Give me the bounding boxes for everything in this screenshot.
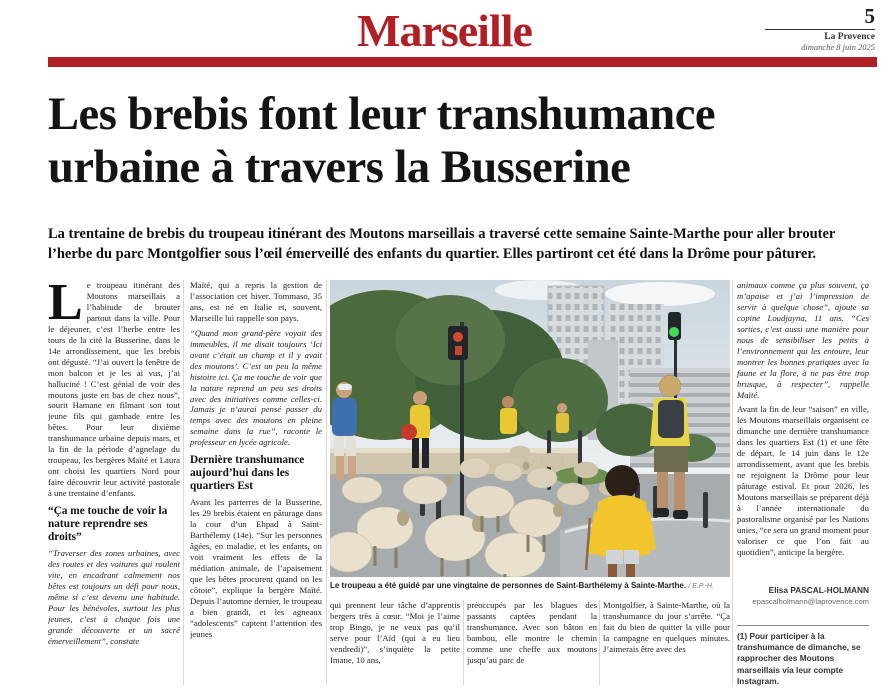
column-rule xyxy=(183,280,184,685)
footnote: (1) Pour participer à la transhumance de dimanche, se rapprocher des Moutons marseillais via leur compte Instagram. xyxy=(737,631,861,686)
column-rule xyxy=(599,600,600,685)
body-column-6 xyxy=(737,280,869,583)
section-title: Marseille xyxy=(357,5,532,56)
paragraph: “Traverser des zones urbaines, avec des routes et des voitures qui roulent vite, en encadrant calmement nos bêtes est toujours un défi pour nous, même si c’est devenu une habitude. Pour les bénévoles, surtout les plus jeunes, c’est à chaque fois une grande découverte et un sacré émerveillement”, constate xyxy=(48,548,180,646)
body-column-1 xyxy=(48,280,180,687)
paragraph: e troupeau itinérant des Moutons marseillais a l’habitude de brouter partout dans la ville. Pour le déjeuner, c’est l’herbe entre les tours de la cité la Busserine, dans le 14e arrondissement, que les brebis ont dégusté. “J’ai ouvert la fenêtre de mon balcon et je les ai vus, j’ai halluciné ! C’est génial de voir des moutons juste en bas de chez nous”, sourit Hamane en filmant son tout jeune fils qui gambade entre les bêtes. Pour leur dixième transhumance urbaine depuis mars, et la fin de la période d’agnelage du troupeau, les bergères Maïté et Laura ont choisi les quartiers Nord pour faire découvrir leur activité pastorale à une trentaine d’enfants. xyxy=(48,280,180,499)
body-column-2 xyxy=(190,280,322,687)
publication-name: La Provence xyxy=(824,32,875,42)
body-column-4 xyxy=(467,600,597,688)
crosshead: Dernière transhumance aujourd’hui dans les quartiers Est xyxy=(190,454,305,493)
body-column-5 xyxy=(603,600,730,688)
footnote-rule xyxy=(737,625,869,626)
publication-date: dimanche 8 juin 2025 xyxy=(801,42,875,52)
page-number: 5 xyxy=(864,4,875,28)
page-meta xyxy=(755,6,875,52)
photo-credit: / E.P.-H. xyxy=(688,583,714,590)
photo-caption xyxy=(330,581,730,590)
paragraph: Avant la fin de leur “saison” en ville, les Moutons marseillais organisent ce dimanche une dernière transhumance dans les quartiers Est (1) et une fête de départ, le 14 juin dans le 12e arrondissement, avant que les brebis ne rejoignent la Drôme pour leur pâturage estival. Et pour 2026, les Moutons marseillais se préparent déjà à l’année internationale du pastoralisme organisé par les Nations unies, “ce sera un grand moment pour valoriser ce que l’on fait au quotidien”, anticipe la bergère. xyxy=(737,404,869,557)
paragraph: animaux comme ça plus souvent, ça m’apaise et j’ai l’impression de servir à quelque chose”, ajoute sa copine Loudjayna, 11 ans. “Ces sorties, c’est aussi une manière pour nous de sensibiliser les petits à l’environnement qui les entoure, leur montrer les bonnes pratiques avec la faune et la flore, à ne pas être trop brusque, à respecter”, rappelle Maïté. xyxy=(737,280,869,400)
crosshead-quote: “Ça me touche de voir la nature reprendre ses droits” xyxy=(48,505,168,544)
paragraph: Avant les parterres de la Busserine, les 29 brebis étaient en pâturage dans la cour d’un Ehpad à Saint-Barthélemy (14e). “Sur les personnes âgées, en maladie, et les enfants, on voit vraiment les effets de la médiation animale, de l’apaisement que les bêtes procurent quand on les côtoie”, explique la bergère Maïté. Depuis l’automne dernier, le troupeau a bien grandi, et les agneaux “adolescents” captent l’attention des jeunes xyxy=(190,497,322,639)
column-rule xyxy=(463,600,464,685)
author-email[interactable]: epascalholmann@laprovence.com xyxy=(752,597,869,606)
article-photo xyxy=(330,280,730,577)
paragraph: Montgolfier, à Sainte-Marthe, où la transhumance du jour s’arrête. “Ça fait du bien de quitter la ville pour la campagne en quelques minutes. J’aimerais être avec des xyxy=(603,600,730,654)
column-rule xyxy=(326,280,327,685)
column-rule xyxy=(732,280,733,685)
paragraph: “Quand mon grand-père voyait des immeubles, il me disait toujours ‘Ici avant c’était un champ et il y avait des moutons’. C’est un peu la même histoire ici. Ça me touche de voir que la nature reprend un peu ses droits avec des initiatives comme celles-ci. Jamais je n’aurai pensé passer du temps avec des moutons en pleine semaine dans la rue”, raconte le professeur en lycée agricole. xyxy=(190,327,322,448)
page-meta-rule xyxy=(765,29,875,30)
body-column-3 xyxy=(330,600,460,688)
paragraph: qui prennent leur tâche d’apprentis bergers très à cœur. “Moi je l’aime trop Bingo, je ne veux pas qu’il serve pour l’Aïd (qui a eu lieu vendredi)”, s’inquiète la petite Imane, 10 ans, xyxy=(330,600,460,665)
caption-text: Le troupeau a été guidé par une vingtaine de personnes de Saint-Barthélemy à Sainte-Marthe. xyxy=(330,581,687,590)
paragraph: préoccupés par les blagues des passants captées pendant la transhumance. Avec son bâton en bambou, elle montre le chemin comme une cheffe aux moutons jusqu’au parc de xyxy=(467,600,597,665)
paragraph: Maïté, qui a repris la gestion de l’association cet hiver. Tommaso, 35 ans, est né en Italie et, souvent, Marseille lui rappelle son pays. xyxy=(190,280,322,323)
article-standfirst: La trentaine de brebis du troupeau itinérant des Moutons marseillais a traversé cette semaine Sainte-Marthe pour aller brouter l’herbe du parc Montgolfier sous l’œil émerveillé des enfants du quartier. Elles partiront cet été dans la Drôme pour pâturer. xyxy=(48,226,836,262)
byline: Elisa PASCAL-HOLMANN xyxy=(768,585,869,595)
article-headline: Les brebis font leur transhumance urbaine à travers la Busserine xyxy=(48,88,716,194)
drop-cap: L xyxy=(48,280,83,331)
section-divider-bar xyxy=(48,57,877,67)
